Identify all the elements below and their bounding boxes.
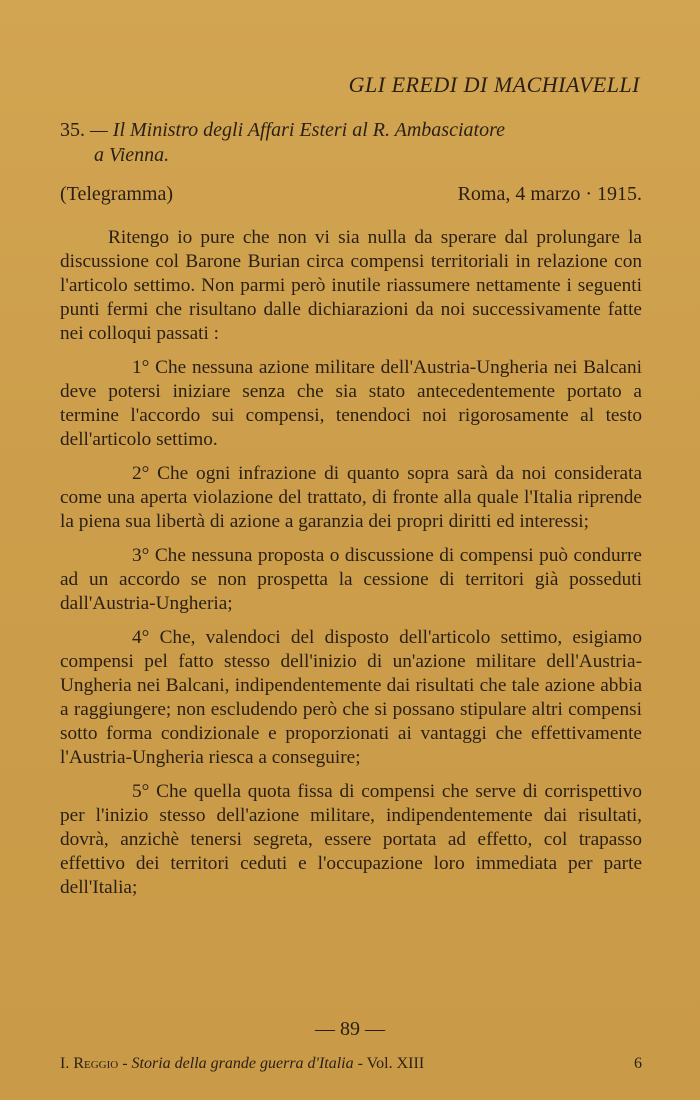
document-title: — Il Ministro degli Affari Esteri al R. Ambasciatore [85,119,505,141]
document-heading [60,118,645,168]
paragraph-intro: Ritengo io pure che non vi sia nulla da sperare dal prolungare la discussione col Barone Burian circa compensi territoriali in relazione con l'articolo settimo. Non parmi però inutile riassumere nettamente i seguenti punti fermi che risultano dalle dichiarazioni da noi successivamente fatte nei colloqui passati : [60,227,642,344]
footer-signature: 6 [634,1055,642,1072]
document-title-continued: a Vienna. [94,144,170,166]
footer-work-title: Storia della grande guerra d'Italia [131,1055,354,1072]
document-number: 35. [60,119,85,141]
footer-citation [60,1055,424,1073]
footer [60,1055,642,1073]
paragraph-point-5: 5° Che quella quota fissa di compensi che serve di corrispettivo per l'inizio stesso dell'azione militare, indipendentemente dai risultati, dovrà, anzichè tenersi segreta, essere portata ad effetto, col trapasso effettivo dei territori ceduti e l'occupazione loro immediata per parte dell'Italia; [60,781,642,898]
paragraph-point-4: 4° Che, valendoci del disposto dell'articolo settimo, esigiamo compensi pel fatto stesso dell'inizio di un'azione militare dell'Austria-Ungheria nei Balcani, indipendentemente dai risultati che tale azione abbia a raggiungere; non escludendo però che si possano stipulare altri compensi sotto forma condizionale e proporzionati ai vantaggi che effettivamente l'Austria-Ungheria riesca a conseguire; [60,627,642,768]
running-head: GLI EREDI DI MACHIAVELLI [348,72,640,97]
paragraph-point-1: 1° Che nessuna azione militare dell'Austria-Ungheria nei Balcani deve potersi iniziare senza che sia stato antecedentemente portato a termine l'accordo sui compensi, tenendoci noi rigorosamente al testo dell'articolo settimo. [60,357,642,450]
paragraph-point-3: 3° Che nessuna proposta o discussione di compensi può condurre ad un accordo se non prospetta la cessione di territori già posseduti dall'Austria-Ungheria; [60,545,642,614]
paragraph-point-2: 2° Che ogni infrazione di quanto sopra sarà da noi considerata come una aperta violazione del trattato, di fronte alla quale l'Italia riprende la piena sua libertà di azione a garanzia dei propri diritti ed interessi; [60,463,642,532]
footer-separator-2: - [353,1055,367,1072]
place-date: Roma, 4 marzo · 1915. [457,183,642,205]
footer-separator-1: - [118,1055,132,1072]
document-meta [60,183,642,206]
document-type: (Telegramma) [60,183,173,205]
footer-author: I. Reggio [60,1055,119,1072]
page-number: — 89 — [315,1018,385,1040]
document-body [60,226,642,910]
footer-volume: Vol. XIII [366,1055,425,1072]
